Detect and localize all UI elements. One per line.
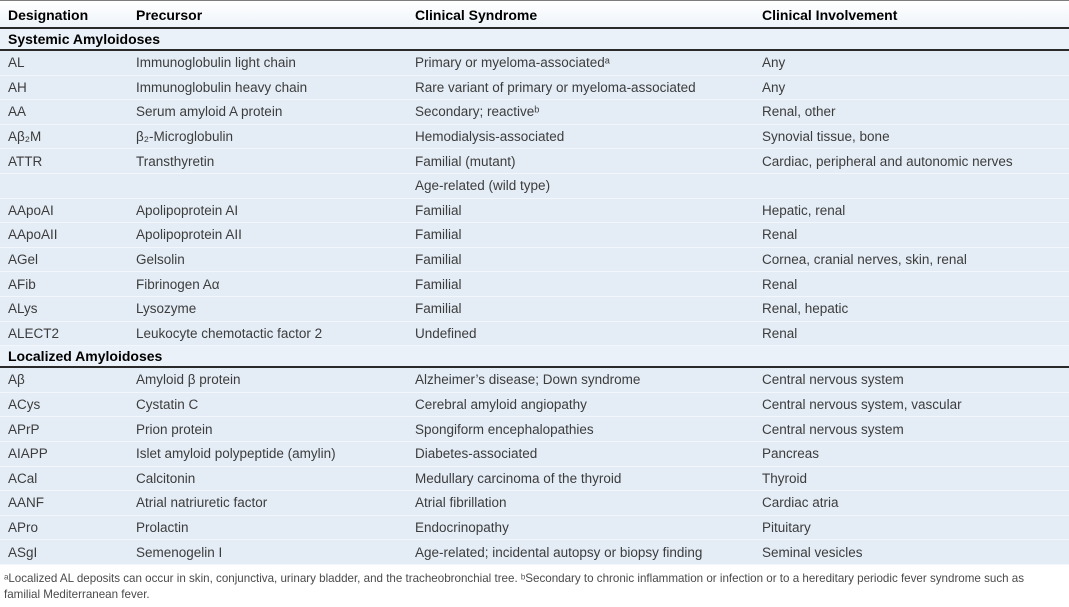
cell-clinical-syndrome: Familial bbox=[415, 276, 462, 292]
table-row bbox=[0, 442, 1069, 467]
column-header-clinical-syndrome: Clinical Syndrome bbox=[415, 6, 538, 23]
cell-designation: Aβ₂M bbox=[8, 129, 42, 145]
cell-designation: AFib bbox=[8, 276, 36, 292]
cell-clinical-syndrome: Familial bbox=[415, 301, 462, 317]
cell-clinical-syndrome: Diabetes-associated bbox=[415, 446, 538, 462]
cell-designation: ACal bbox=[8, 470, 38, 486]
cell-clinical-involvement: Renal bbox=[762, 276, 798, 292]
cell-clinical-syndrome: Cerebral amyloid angiopathy bbox=[415, 397, 587, 413]
table-row bbox=[0, 368, 1069, 393]
table-row bbox=[0, 516, 1069, 541]
table-row bbox=[0, 297, 1069, 322]
cell-precursor: Semenogelin I bbox=[136, 544, 223, 560]
cell-clinical-syndrome: Undefined bbox=[415, 325, 477, 341]
table-row bbox=[0, 149, 1069, 174]
section-header-label: Systemic Amyloidoses bbox=[8, 31, 160, 47]
cell-designation: AApoAII bbox=[8, 227, 58, 243]
table-row bbox=[0, 491, 1069, 516]
cell-clinical-syndrome: Familial bbox=[415, 202, 462, 218]
cell-designation: APro bbox=[8, 519, 39, 535]
cell-designation: AApoAI bbox=[8, 202, 54, 218]
cell-clinical-involvement: Central nervous system bbox=[762, 372, 904, 388]
column-header-precursor: Precursor bbox=[136, 6, 203, 23]
cell-clinical-involvement: Cardiac atria bbox=[762, 495, 839, 511]
cell-clinical-syndrome: Age-related (wild type) bbox=[415, 178, 551, 194]
table-row bbox=[0, 393, 1069, 418]
cell-clinical-involvement: Seminal vesicles bbox=[762, 544, 863, 560]
table-row bbox=[0, 272, 1069, 297]
cell-precursor: Apolipoprotein AI bbox=[136, 202, 239, 218]
cell-clinical-syndrome: Atrial fibrillation bbox=[415, 495, 507, 511]
cell-designation: ACys bbox=[8, 397, 41, 413]
cell-clinical-involvement: Synovial tissue, bone bbox=[762, 129, 890, 145]
cell-precursor: Fibrinogen Aα bbox=[136, 276, 220, 292]
table-row bbox=[0, 248, 1069, 273]
cell-clinical-syndrome: Age-related; incidental autopsy or biopsy finding bbox=[415, 544, 703, 560]
cell-clinical-syndrome: Hemodialysis-associated bbox=[415, 129, 565, 145]
cell-clinical-syndrome: Primary or myeloma-associatedᵃ bbox=[415, 55, 610, 71]
cell-clinical-involvement: Cardiac, peripheral and autonomic nerves bbox=[762, 153, 1013, 169]
cell-precursor: Transthyretin bbox=[136, 153, 215, 169]
cell-precursor: Immunoglobulin light chain bbox=[136, 55, 296, 71]
cell-designation: ASgI bbox=[8, 544, 38, 560]
cell-clinical-involvement: Pituitary bbox=[762, 519, 811, 535]
cell-designation: AH bbox=[8, 79, 27, 95]
table-body bbox=[0, 29, 1069, 565]
table-row bbox=[0, 223, 1069, 248]
section-header bbox=[0, 29, 1069, 51]
cell-designation: AIAPP bbox=[8, 446, 48, 462]
cell-clinical-syndrome: Familial (mutant) bbox=[415, 153, 516, 169]
cell-clinical-syndrome: Endocrinopathy bbox=[415, 519, 509, 535]
cell-clinical-involvement: Central nervous system bbox=[762, 421, 904, 437]
cell-precursor: β₂-Microglobulin bbox=[136, 129, 234, 145]
cell-clinical-syndrome: Familial bbox=[415, 252, 462, 268]
cell-precursor: Prolactin bbox=[136, 519, 189, 535]
cell-precursor: Cystatin C bbox=[136, 397, 199, 413]
cell-designation: ATTR bbox=[8, 153, 43, 169]
cell-precursor: Calcitonin bbox=[136, 470, 196, 486]
table-row bbox=[0, 467, 1069, 492]
cell-clinical-involvement: Any bbox=[762, 79, 786, 95]
table-row bbox=[0, 125, 1069, 150]
table-row bbox=[0, 417, 1069, 442]
cell-designation: AA bbox=[8, 104, 27, 120]
cell-precursor: Islet amyloid polypeptide (amylin) bbox=[136, 446, 336, 462]
cell-precursor: Serum amyloid A protein bbox=[136, 104, 283, 120]
cell-precursor: Leukocyte chemotactic factor 2 bbox=[136, 325, 323, 341]
cell-designation: APrP bbox=[8, 421, 40, 437]
cell-precursor: Gelsolin bbox=[136, 252, 185, 268]
cell-precursor: Lysozyme bbox=[136, 301, 197, 317]
table-header-row bbox=[0, 0, 1069, 29]
table-row bbox=[0, 174, 1069, 199]
cell-clinical-syndrome: Rare variant of primary or myeloma-associated bbox=[415, 79, 696, 95]
table-footnote: ᵃLocalized AL deposits can occur in skin, conjunctiva, urinary bladder, and the tracheobronchial tree. ᵇSecondary to chronic inflammation or infection or to a hereditary periodic fever syndrome such as familial Mediterranean fever. bbox=[0, 565, 1069, 607]
cell-clinical-involvement: Any bbox=[762, 55, 786, 71]
cell-clinical-involvement: Renal, hepatic bbox=[762, 301, 849, 317]
cell-precursor: Apolipoprotein AII bbox=[136, 227, 242, 243]
cell-clinical-involvement: Cornea, cranial nerves, skin, renal bbox=[762, 252, 967, 268]
section-header-label: Localized Amyloidoses bbox=[8, 348, 163, 365]
table-row bbox=[0, 322, 1069, 347]
cell-precursor: Atrial natriuretic factor bbox=[136, 495, 268, 511]
table-row bbox=[0, 51, 1069, 76]
table-row bbox=[0, 540, 1069, 565]
cell-clinical-involvement: Renal bbox=[762, 227, 798, 243]
table-row bbox=[0, 199, 1069, 224]
cell-clinical-syndrome: Familial bbox=[415, 227, 462, 243]
cell-clinical-involvement: Pancreas bbox=[762, 446, 820, 462]
column-header-clinical-involvement: Clinical Involvement bbox=[762, 6, 898, 23]
cell-clinical-involvement: Renal bbox=[762, 325, 798, 341]
cell-clinical-syndrome: Alzheimer’s disease; Down syndrome bbox=[415, 372, 641, 388]
cell-designation: AL bbox=[8, 55, 25, 71]
cell-clinical-involvement: Renal, other bbox=[762, 104, 836, 120]
cell-precursor: Amyloid β protein bbox=[136, 372, 241, 388]
cell-clinical-involvement: Thyroid bbox=[762, 470, 808, 486]
table-row bbox=[0, 100, 1069, 125]
cell-clinical-syndrome: Spongiform encephalopathies bbox=[415, 421, 594, 437]
cell-clinical-involvement: Central nervous system, vascular bbox=[762, 397, 962, 413]
column-header-designation: Designation bbox=[8, 6, 89, 23]
table-row bbox=[0, 76, 1069, 101]
cell-designation: Aβ bbox=[8, 372, 25, 388]
cell-clinical-involvement: Hepatic, renal bbox=[762, 202, 846, 218]
cell-clinical-syndrome: Medullary carcinoma of the thyroid bbox=[415, 470, 622, 486]
cell-designation: AANF bbox=[8, 495, 45, 511]
cell-designation: AGel bbox=[8, 252, 39, 268]
cell-clinical-syndrome: Secondary; reactiveᵇ bbox=[415, 104, 540, 120]
cell-precursor: Immunoglobulin heavy chain bbox=[136, 79, 308, 95]
section-header bbox=[0, 346, 1069, 368]
cell-designation: ALECT2 bbox=[8, 325, 60, 341]
cell-precursor: Prion protein bbox=[136, 421, 213, 437]
cell-designation: ALys bbox=[8, 301, 38, 317]
